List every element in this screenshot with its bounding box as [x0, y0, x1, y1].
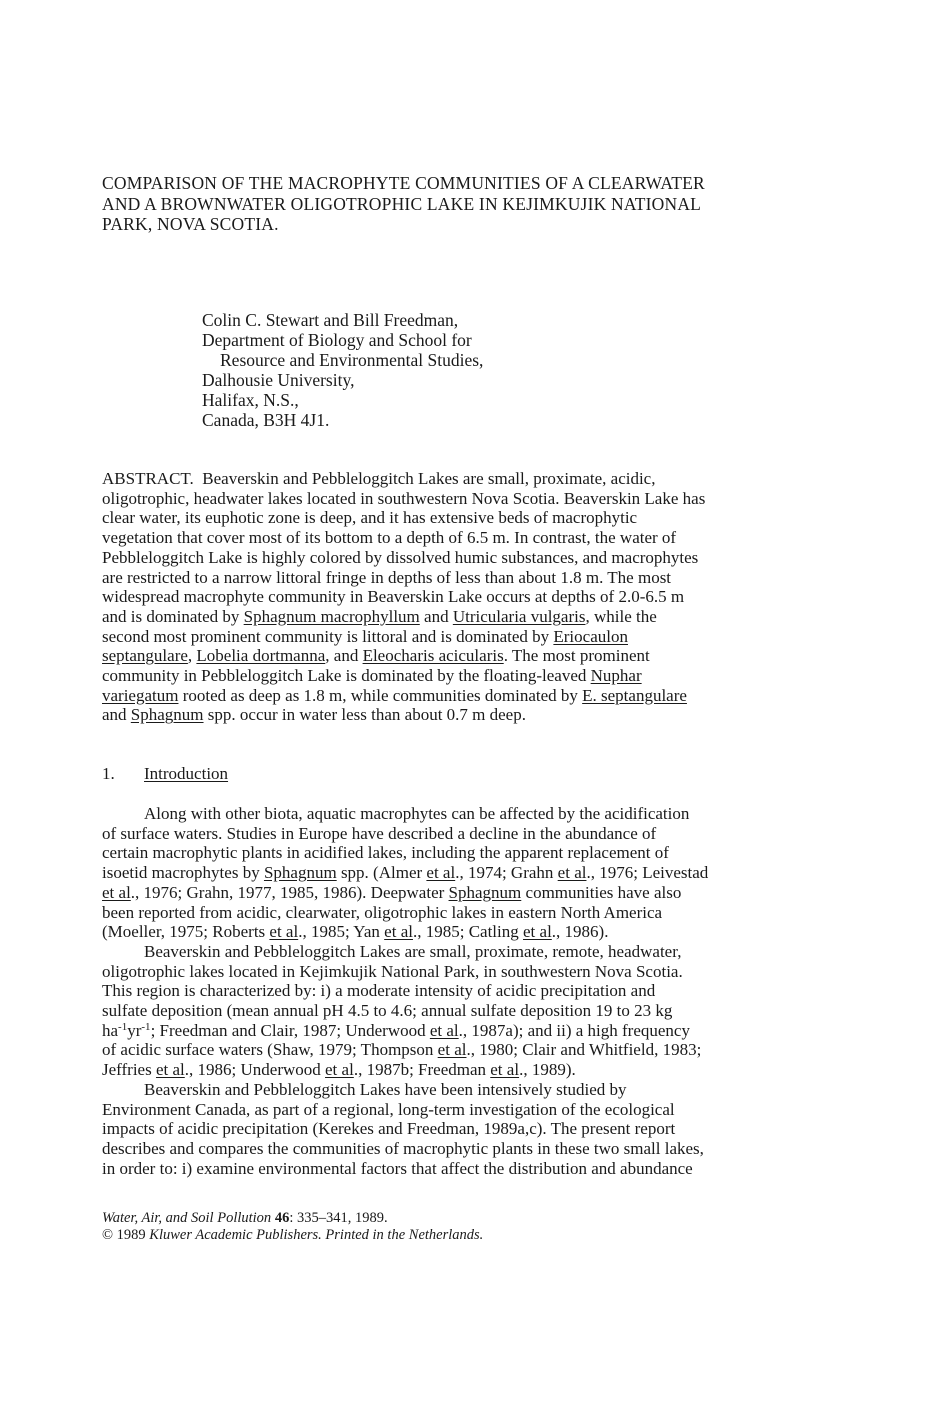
species-name: septangulare — [102, 646, 188, 666]
paragraph-line: This region is characterized by: i) a moderate intensity of acidic precipitation and — [102, 981, 656, 1001]
author-names: Colin C. Stewart and Bill Freedman, — [202, 310, 459, 330]
species-name: Eleocharis acicularis — [362, 646, 504, 666]
paragraph-line: describes and compares the communities of macrophytic plants in these two small lakes, — [102, 1138, 704, 1158]
abstract — [102, 469, 862, 725]
abstract-line: and is dominated by Sphagnum macrophyllum and Utricularia vulgaris, while the — [102, 606, 657, 626]
abstract-line: Pebbleloggitch Lake is highly colored by dissolved humic substances, and macrophytes — [102, 547, 699, 567]
species-name: Lobelia dortmanna — [196, 646, 326, 666]
section-title: Introduction — [144, 764, 229, 783]
abstract-line: oligotrophic, headwater lakes located in southwestern Nova Scotia. Beaverskin Lake has — [102, 488, 706, 508]
species-name: E. septangulare — [582, 685, 687, 705]
abstract-line: second most prominent community is littoral and is dominated by Eriocaulon — [102, 626, 628, 646]
copyright-line: © 1989 Kluwer Academic Publishers. Printed in the Netherlands. — [102, 1227, 484, 1243]
author-affiliation-line: Dalhousie University, — [202, 370, 355, 390]
abstract-line: community in Pebbleloggitch Lake is dominated by the floating-leaved Nuphar — [102, 666, 642, 686]
paragraph-line: impacts of acidic precipitation (Kerekes and Freedman, 1989a,c). The present report — [102, 1119, 676, 1139]
abstract-line: clear water, its euphotic zone is deep, and it has extensive beds of macrophytic — [102, 508, 638, 528]
abstract-line: widespread macrophyte community in Beaverskin Lake occurs at depths of 2.0-6.5 m — [102, 587, 685, 607]
species-name: Sphagnum — [263, 863, 337, 883]
paragraph-line: Jeffries et al., 1986; Underwood et al., 1987b; Freedman et al., 1989). — [102, 1060, 576, 1080]
publication-footer — [102, 1210, 483, 1244]
paragraph-line: $ha^{-1}yr^{-1}$; Freedman and Clair, 1987; Underwood et al., 1987a); and ii) a high frequency — [102, 1020, 690, 1040]
paragraph-line: certain macrophytic plants in acidified lakes, including the apparent replacement of — [102, 843, 669, 863]
paragraph-line: isoetid macrophytes by Sphagnum spp. (Almer et al., 1974; Grahn et al., 1976; Leivestad — [102, 863, 709, 883]
author-block — [202, 310, 483, 430]
species-name: Eriocaulon — [553, 626, 628, 646]
author-affiliation-line: Department of Biology and School for — [202, 330, 472, 350]
publisher-name: Kluwer Academic Publishers. Printed in the Netherlands. — [149, 1227, 484, 1243]
paragraph-line: Environment Canada, as part of a regional, long-term investigation of the ecological — [102, 1099, 675, 1119]
species-name: Sphagnum — [130, 705, 204, 725]
abstract-label: ABSTRACT. — [102, 469, 194, 488]
author-affiliation-line: Canada, B3H 4J1. — [202, 410, 330, 430]
paper-title — [102, 173, 862, 235]
paragraph-line: of surface waters. Studies in Europe have described a decline in the abundance of — [102, 823, 657, 843]
paragraph-line: (Moeller, 1975; Roberts et al., 1985; Yan et al., 1985; Catling et al., 1986). — [102, 922, 609, 942]
abstract-line: vegetation that cover most of its bottom to a depth of 6.5 m. In contrast, the water of — [102, 528, 677, 548]
paragraph-line: of acidic surface waters (Shaw, 1979; Thompson et al., 1980; Clair and Whitfield, 1983; — [102, 1040, 702, 1060]
species-name: Sphagnum — [448, 882, 522, 902]
abstract-line: ABSTRACT. Beaverskin and Pebbleloggitch Lakes are small, proximate, acidic, — [102, 469, 656, 488]
journal-name: Water, Air, and Soil Pollution — [102, 1210, 272, 1226]
paragraph-line: sulfate deposition (mean annual pH 4.5 to 4.6; annual sulfate deposition 19 to 23 kg — [102, 1001, 673, 1021]
paragraph-line: Beaverskin and Pebbleloggitch Lakes are small, proximate, remote, headwater, — [144, 941, 682, 961]
section-number: 1. — [102, 764, 115, 783]
paragraph-line: in order to: i) examine environmental factors that affect the distribution and abundance — [102, 1158, 693, 1178]
abstract-line: variegatum rooted as deep as 1.8 m, while communities dominated by E. septangulare — [102, 685, 687, 705]
abstract-line: septangulare, Lobelia dortmanna, and Eleocharis acicularis. The most prominent — [102, 646, 650, 666]
species-name: Sphagnum macrophyllum — [243, 606, 420, 626]
copyright-icon: © — [102, 1227, 114, 1243]
species-name: Utricularia vulgaris — [452, 606, 586, 626]
journal-citation: Water, Air, and Soil Pollution 46: 335–341, 1989. — [102, 1210, 388, 1226]
paragraph-line: Along with other biota, aquatic macrophytes can be affected by the acidification — [144, 804, 690, 823]
section-heading-introduction — [102, 764, 228, 784]
journal-volume: 46 — [274, 1210, 290, 1226]
paragraph-line: Beaverskin and Pebbleloggitch Lakes have been intensively studied by — [144, 1079, 627, 1099]
introduction-body — [102, 804, 862, 1178]
species-name: Nuphar — [590, 666, 642, 686]
paragraph-line: oligotrophic lakes located in Kejimkujik National Park, in southwestern Nova Scotia. — [102, 961, 683, 981]
title-line: COMPARISON OF THE MACROPHYTE COMMUNITIES OF A CLEARWATER — [102, 173, 705, 193]
paragraph-line: been reported from acidic, clearwater, oligotrophic lakes in eastern North America — [102, 902, 663, 922]
title-line: PARK, NOVA SCOTIA. — [102, 214, 279, 234]
abstract-line: are restricted to a narrow littoral fringe in depths of less than about 1.8 m. The most — [102, 567, 672, 587]
title-line: AND A BROWNWATER OLIGOTROPHIC LAKE IN KEJIMKUJIK NATIONAL — [102, 193, 702, 214]
paragraph-line: et al., 1976; Grahn, 1977, 1985, 1986). Deepwater Sphagnum communities have also — [102, 882, 682, 902]
author-affiliation-line: Resource and Environmental Studies, — [220, 350, 484, 370]
abstract-line: and Sphagnum spp. occur in water less than about 0.7 m deep. — [102, 705, 526, 725]
species-name: variegatum — [102, 685, 179, 705]
author-affiliation-line: Halifax, N.S., — [202, 390, 299, 410]
